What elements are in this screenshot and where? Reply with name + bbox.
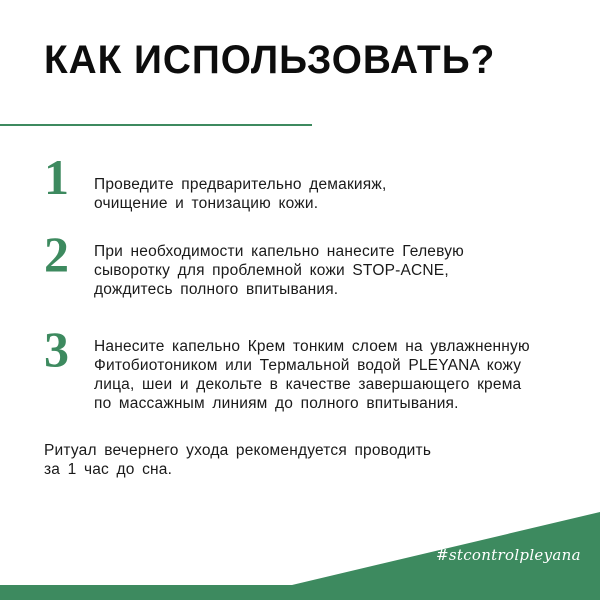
step-2-number: 2 [44, 226, 69, 282]
step-1-number: 1 [44, 149, 69, 205]
hashtag: #stcontrolpleyana [436, 546, 581, 564]
step-3-line-1: Нанесите капельно Крем тонким слоем на увлажненную [94, 338, 530, 355]
step-3-line-3: лица, шеи и декольте в качестве завершающего крема [94, 376, 522, 393]
step-1-line-2: очищение и тонизацию кожи. [94, 195, 319, 212]
step-2-line-2: сыворотку для проблемной кожи STOP-ACNE, [94, 262, 449, 279]
ritual-line-1: Ритуал вечернего ухода рекомендуется проводить [44, 442, 432, 459]
step-2-line-3: дождитесь полного впитывания. [94, 281, 339, 298]
step-3-line-2: Фитобиотоником или Термальной водой PLEYANA кожу [94, 357, 522, 374]
step-3-line-4: по массажным линиям до полного впитывания. [94, 395, 459, 412]
step-1-line-1: Проведите предварительно демакияж, [94, 176, 387, 193]
step-2-line-1: При необходимости капельно нанесите Гелевую [94, 243, 465, 260]
ritual-line-2: за 1 час до сна. [44, 461, 173, 478]
page-title: КАК ИСПОЛЬЗОВАТЬ? [44, 38, 496, 82]
step-3-number: 3 [44, 321, 69, 377]
